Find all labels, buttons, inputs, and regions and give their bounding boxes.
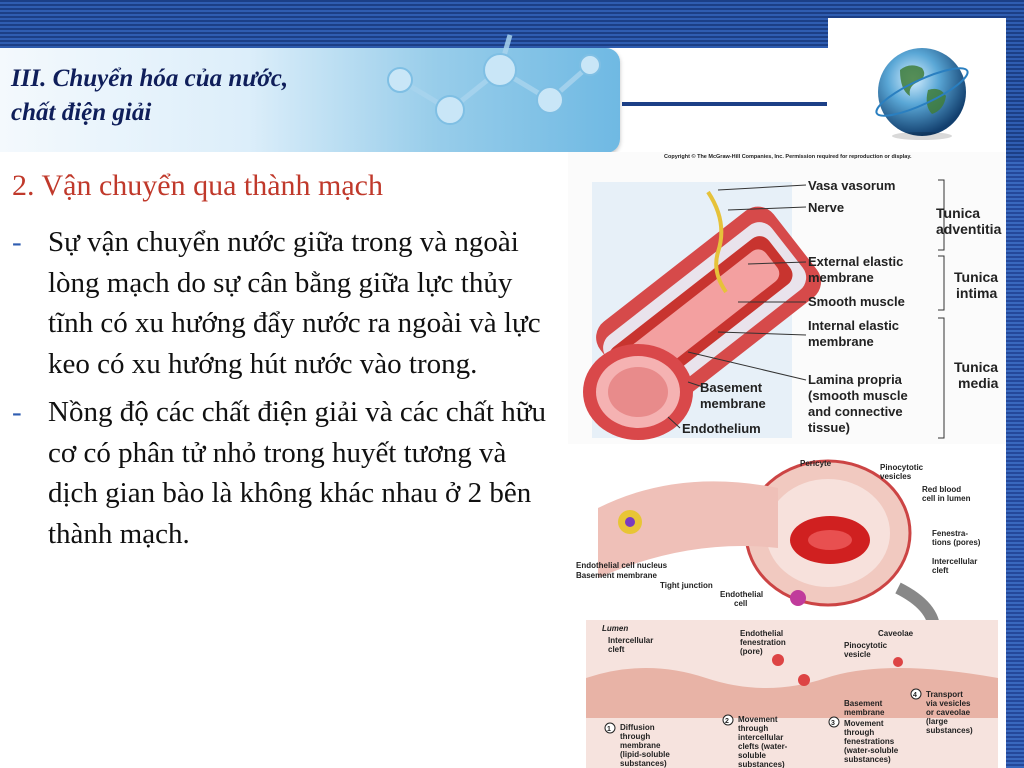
step-1-line-4: (lipid-soluble (620, 750, 670, 759)
label-pino-1: Pinocytotic (880, 463, 924, 472)
pericyte-nucleus (625, 517, 635, 527)
label-lumen: Lumen (602, 624, 629, 633)
label-basement: Basement membrane (576, 571, 657, 580)
label-endo-nucleus: Endothelial cell nucleus (576, 561, 668, 570)
label-adventitia-1: Tunica (936, 205, 981, 221)
label-fen-3: (pore) (740, 647, 763, 656)
label-internal-elastic-2: membrane (808, 334, 874, 349)
vesicle-2 (798, 674, 810, 686)
step-2-line-1: Movement (738, 715, 778, 724)
right-edge-stripe (1006, 160, 1024, 768)
vessel-endothelium (608, 367, 668, 417)
step-4-line-3: or caveolae (926, 708, 971, 717)
header-divider-line (622, 102, 827, 106)
label-endo-cell-1: Endothelial (720, 590, 764, 599)
step-3-line-2: through (844, 728, 875, 737)
step-3-num: 3 (831, 720, 835, 727)
label-intercell-top-1: Intercellular (932, 557, 978, 566)
label-pericyte: Pericyte (800, 459, 832, 468)
label-media-1: Tunica (954, 359, 999, 375)
step-3-line-3: fenestrations (844, 737, 895, 746)
label-lamina-2: (smooth muscle (808, 388, 908, 403)
step-1-line-2: through (620, 732, 651, 741)
step-3-line-1: Movement (844, 719, 884, 728)
label-adventitia-2: adventitia (936, 221, 1002, 237)
label-lamina-4: tissue) (808, 420, 850, 435)
bracket-media (938, 318, 944, 438)
label-smooth-muscle: Smooth muscle (808, 294, 905, 309)
capillary-exchange-diagram (568, 448, 1006, 768)
label-pino-2: vesicles (880, 472, 912, 481)
copyright-note: Copyright © The McGraw-Hill Companies, Inc. Permission required for reproduction or display. (664, 154, 912, 160)
bullet-item (12, 222, 562, 384)
step-3-line-5: substances) (844, 755, 891, 764)
bullet-text: Sự vận chuyển nước giữa trong và ngoài lòng mạch do sự cân bằng giữa lực thủy tĩnh có xu hướng đẩy nước ra ngoài và lực keo có xu hướng hút nước vào trong. (48, 226, 541, 380)
endothelial-nucleus (790, 590, 806, 606)
vesicle-1 (772, 654, 784, 666)
bullet-dash: - (12, 226, 22, 258)
label-basement-m-2: membrane (844, 708, 885, 717)
bracket-intima (938, 256, 944, 310)
title-line-2: chất điện giải (11, 99, 152, 126)
step-2-line-4: clefts (water- (738, 742, 788, 751)
label-internal-elastic-1: Internal elastic (808, 318, 900, 333)
rbc-center (808, 530, 852, 550)
step-2-line-2: through (738, 724, 769, 733)
vessel-wall-diagram (568, 152, 1006, 444)
label-tight-junction: Tight junction (660, 581, 713, 590)
label-intima-1: Tunica (954, 269, 999, 285)
bullet-list (12, 222, 562, 562)
label-lamina-3: and connective (808, 404, 903, 419)
label-fen-top-1: Fenestra- (932, 529, 969, 538)
label-external-elastic-2: membrane (808, 270, 874, 285)
vesicle-3 (893, 657, 903, 667)
bullet-text: Nồng độ các chất điện giải và các chất hữu cơ có phân tử nhỏ trong huyết tương và dịch gian bào là không khác nhau ở 2 bên thành mạch. (48, 396, 547, 550)
label-fen-2: fenestration (740, 638, 786, 647)
label-basement-m-1: Basement (844, 699, 883, 708)
label-nerve: Nerve (808, 200, 845, 215)
step-1-num: 1 (607, 726, 611, 733)
label-endo-cell-2: cell (734, 599, 748, 608)
label-intima-2: intima (956, 285, 998, 301)
step-2-num: 2 (725, 718, 729, 725)
title-line-1: III. Chuyển hóa của nước, (11, 65, 289, 92)
label-lamina-1: Lamina propria (808, 372, 902, 387)
label-intercell-top-2: cleft (932, 566, 949, 575)
section-heading: 2. Vận chuyển qua thành mạch (12, 169, 384, 202)
step-4-line-1: Transport (926, 690, 963, 699)
label-fen-top-2: tions (pores) (932, 538, 981, 547)
step-1-line-5: substances) (620, 759, 667, 768)
label-endothelium: Endothelium (682, 421, 761, 436)
step-4-line-2: via vesicles (926, 699, 971, 708)
label-cleft-2: cleft (608, 645, 625, 654)
label-fen-1: Endothelial (740, 629, 784, 638)
top-right-stripe (1006, 0, 1024, 160)
step-2-line-3: intercellular (738, 733, 784, 742)
bullet-item (12, 392, 562, 554)
globe-icon (870, 40, 974, 144)
step-4-line-5: substances) (926, 726, 973, 735)
step-2-line-5: soluble (738, 751, 767, 760)
label-vasa-vasorum: Vasa vasorum (808, 178, 896, 193)
label-external-elastic-1: External elastic (808, 254, 904, 269)
label-media-2: media (958, 375, 999, 391)
label-basement-1: Basement (700, 380, 763, 395)
step-4-num: 4 (913, 692, 917, 699)
step-4-line-4: (large (926, 717, 948, 726)
step-1-line-1: Diffusion (620, 723, 655, 732)
label-rbc-1: Red blood (922, 485, 962, 494)
label-pino-v-2: vesicle (844, 650, 871, 659)
label-basement-2: membrane (700, 396, 766, 411)
step-3-line-4: (water-soluble (844, 746, 899, 755)
bullet-dash: - (12, 396, 22, 428)
label-rbc-2: cell in lumen (922, 494, 971, 503)
step-1-line-3: membrane (620, 741, 661, 750)
label-caveolae: Caveolae (878, 629, 914, 638)
label-cleft-1: Intercellular (608, 636, 654, 645)
step-2-line-6: substances) (738, 760, 785, 768)
slide-title (11, 62, 431, 130)
label-pino-v-1: Pinocytotic (844, 641, 888, 650)
